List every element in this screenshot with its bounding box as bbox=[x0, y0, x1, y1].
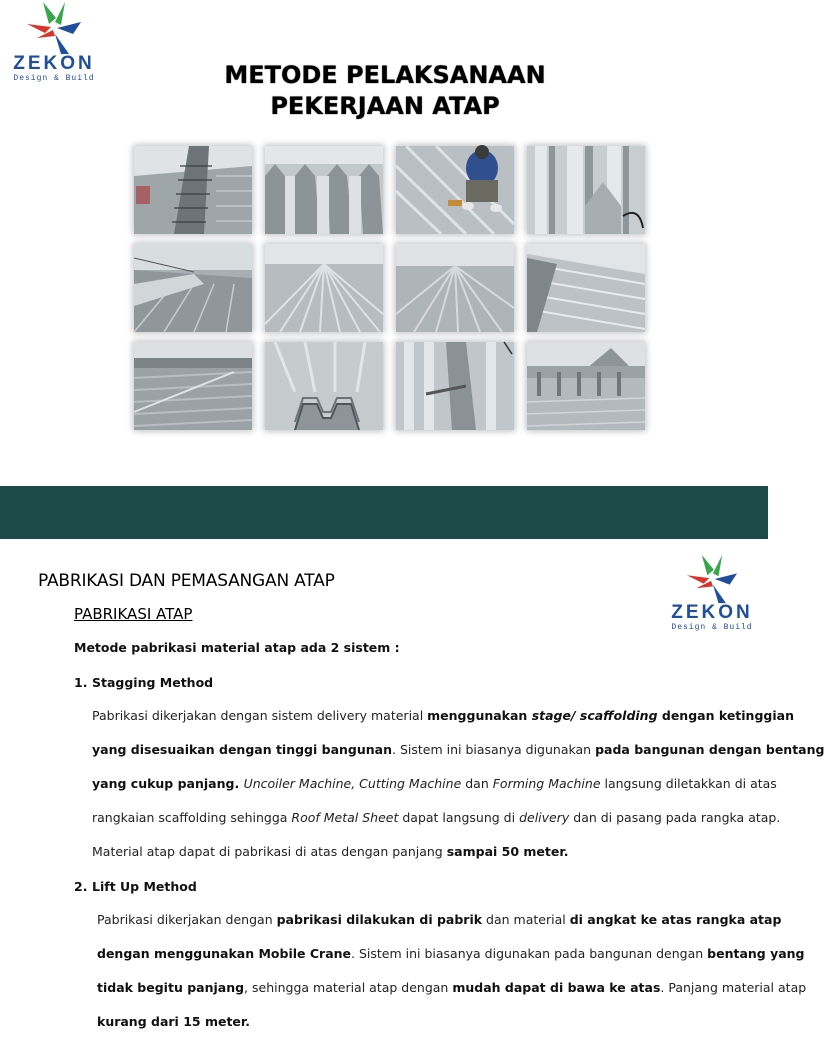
brand-tagline: Design & Build bbox=[13, 74, 95, 83]
paragraph-line: dengan menggunakan Mobile Crane. Sistem ini biasanya digunakan pada bangunan dengan bentang yang bbox=[97, 946, 805, 961]
method-1-description bbox=[92, 699, 824, 869]
company-logo bbox=[4, 0, 104, 83]
paragraph-line: rangkaian scaffolding sehingga Roof Metal Sheet dapat langsung di delivery dan di pasang pada rangka atap. bbox=[92, 810, 781, 825]
roof-photo-1 bbox=[134, 146, 252, 234]
brand-tagline: Design & Build bbox=[671, 623, 753, 632]
roof-photo-12 bbox=[527, 342, 645, 430]
paragraph-line: yang cukup panjang. Uncoiler Machine, Cutting Machine dan Forming Machine langsung diletakkan di atas bbox=[92, 776, 777, 791]
zekon-logo-icon bbox=[685, 553, 739, 605]
paragraph-line: yang disesuaikan dengan tinggi bangunan. Sistem ini biasanya digunakan pada bangunan dengan bentang bbox=[92, 742, 824, 757]
roof-photo-11 bbox=[396, 342, 514, 430]
roof-photo-8 bbox=[527, 244, 645, 332]
paragraph-line: Pabrikasi dikerjakan dengan pabrikasi dilakukan di pabrik dan material di angkat ke atas rangka atap bbox=[97, 912, 782, 927]
page-title bbox=[130, 60, 640, 122]
title-line-1: METODE PELAKSANAAN bbox=[224, 61, 546, 89]
method-1-title bbox=[74, 675, 213, 690]
title-line-2: PEKERJAAN ATAP bbox=[270, 92, 500, 120]
paragraph-line: tidak begitu panjang, sehingga material atap dengan mudah dapat di bawa ke atas. Panjang material atap bbox=[97, 980, 807, 995]
brand-name: ZEKON bbox=[13, 53, 95, 74]
paragraph-line: Pabrikasi dikerjakan dengan sistem delivery material menggunakan stage/ scaffolding dengan ketinggian bbox=[92, 708, 794, 723]
roof-photo-6 bbox=[265, 244, 383, 332]
intro-text: Metode pabrikasi material atap ada 2 sistem : bbox=[74, 640, 400, 655]
paragraph-line: Material atap dapat di pabrikasi di atas dengan panjang sampai 50 meter. bbox=[92, 844, 569, 859]
roof-photo-7 bbox=[396, 244, 514, 332]
slide-divider-bar bbox=[0, 486, 768, 539]
method-number: 2. bbox=[74, 879, 88, 894]
zekon-logo-icon bbox=[25, 0, 83, 56]
section-heading: PABRIKASI DAN PEMASANGAN ATAP bbox=[38, 571, 335, 591]
company-logo-small bbox=[664, 553, 760, 632]
method-2-title bbox=[74, 879, 197, 894]
brand-name: ZEKON bbox=[671, 602, 753, 623]
roof-photo-4 bbox=[527, 146, 645, 234]
photo-grid bbox=[134, 146, 646, 432]
cover-slide bbox=[0, 0, 768, 486]
method-name: Stagging Method bbox=[92, 675, 214, 690]
method-2-description bbox=[97, 903, 807, 1039]
roof-photo-10 bbox=[265, 342, 383, 430]
roof-photo-9 bbox=[134, 342, 252, 430]
roof-photo-5 bbox=[134, 244, 252, 332]
roof-photo-2 bbox=[265, 146, 383, 234]
roof-photo-3 bbox=[396, 146, 514, 234]
paragraph-line: kurang dari 15 meter. bbox=[97, 1014, 251, 1029]
content-slide bbox=[0, 539, 824, 1029]
method-name: Lift Up Method bbox=[92, 879, 197, 894]
method-number: 1. bbox=[74, 675, 88, 690]
section-subheading: PABRIKASI ATAP bbox=[74, 605, 193, 623]
